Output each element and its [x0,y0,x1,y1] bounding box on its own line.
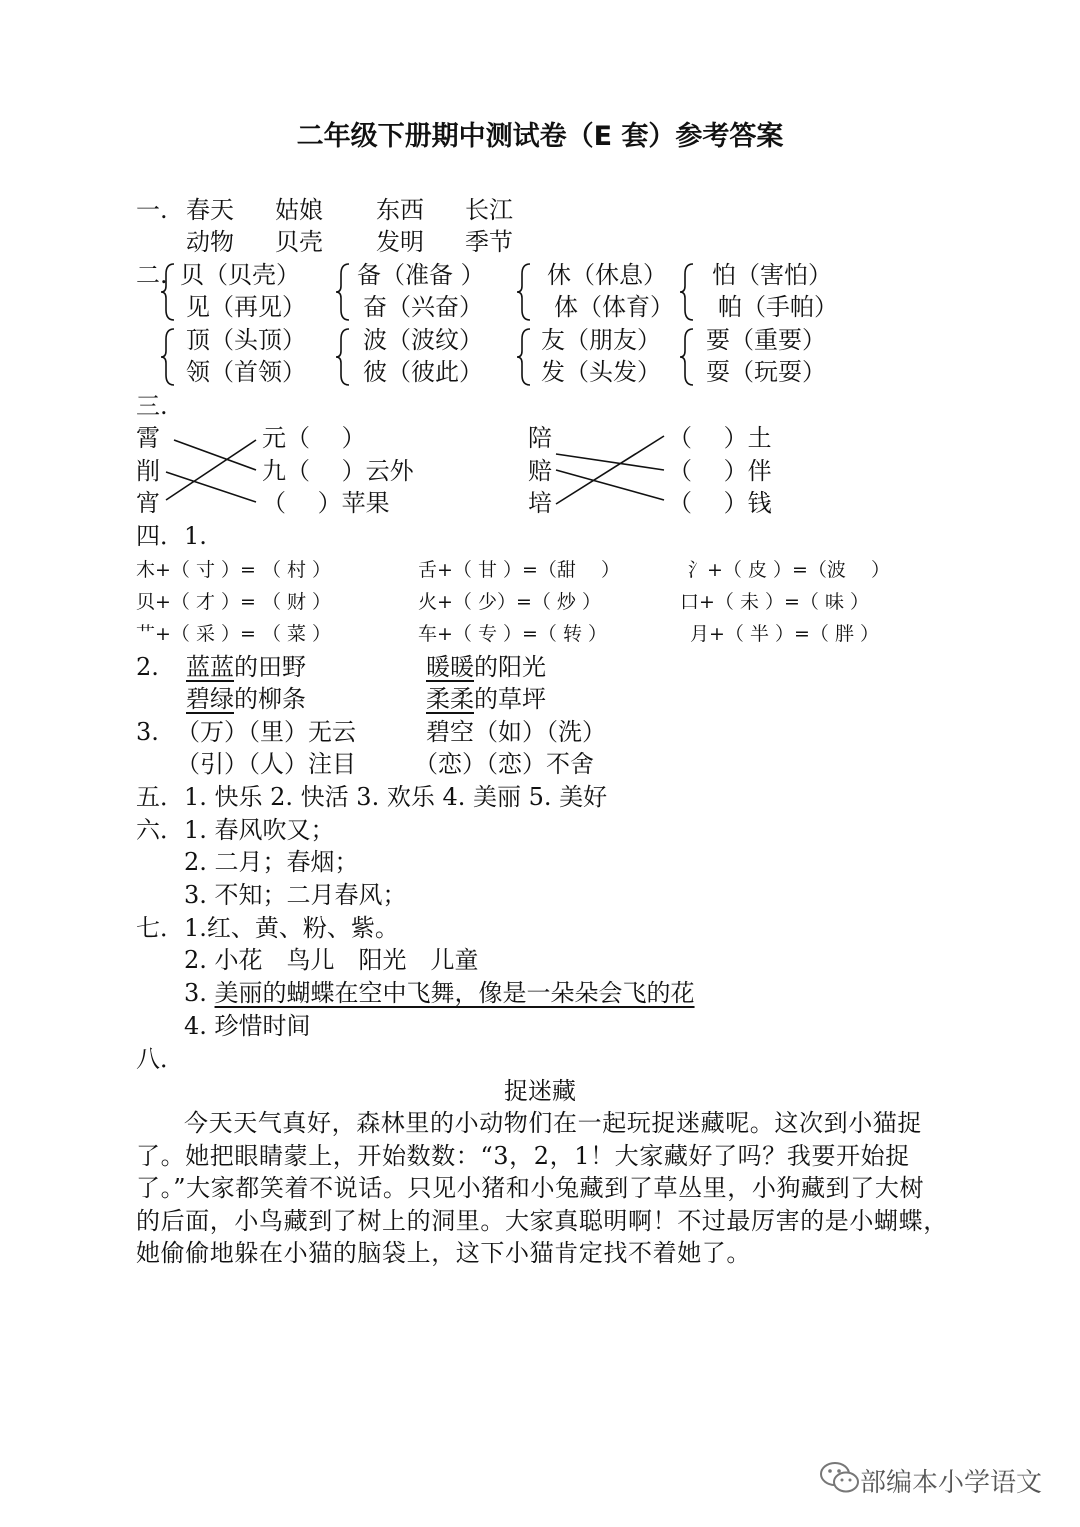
q2-item: 顶（头顶） [186,326,306,354]
brace-icon [516,327,532,387]
q4-idiom: 碧空（如）（洗） [426,718,606,746]
q2-item: 休（休息） [547,261,667,289]
q1-word: 发明 [376,228,424,256]
brace-icon [679,327,695,387]
q3-left-option: （ ）苹果 [262,489,390,517]
essay-title: 捉迷藏 [504,1077,576,1105]
q4-formula: 火+（ 少）=（ 炒 ） [418,591,601,613]
q1-label: 一. [136,196,168,224]
q2-item: 要（重要） [706,326,826,354]
q2-item: 友（朋友） [541,326,661,354]
q4-formula: 氵+（ 皮 ）=（波 ） [688,559,890,581]
q3-right-option: （ ）钱 [668,489,772,517]
q2-item: 帕（手帕） [718,293,838,321]
q2-item: 怕（害怕） [712,261,832,289]
q6-line: 3. 不知；二月春风； [184,881,407,909]
q4-formula: 月+（ 半 ）=（ 胖 ） [690,623,879,645]
q7-line: 3. 美丽的蝴蝶在空中飞舞，像是一朵朵会飞的花 [184,979,695,1007]
q4-idiom: （引）（人）注目 [176,750,356,778]
q6-line: 1. 春风吹又； [184,816,335,844]
matching-lines-left [160,430,260,510]
q5-label: 五． [136,783,184,811]
q3-left-char: 宵 [136,489,160,517]
q4-formula: 木+（ 寸 ）= （ 村 ） [136,559,332,581]
matching-lines-right [552,430,668,510]
q2-item: 领（首领） [186,358,306,386]
q7-line: 2. 小花 鸟儿 阳光 儿童 [184,946,479,974]
q2-item: 见（再见） [186,293,306,321]
q3-right-option: （ ）土 [668,424,772,452]
q2-item: 耍（玩耍） [706,358,826,386]
brace-icon [160,262,176,322]
q2-item: 奋（兴奋） [363,293,483,321]
q4-phrase: 暖暖的阳光 [426,653,546,681]
q1-word: 姑娘 [275,196,323,224]
brace-icon [160,327,176,387]
q3-right-char: 赔 [528,457,552,485]
brace-icon [516,262,532,322]
q8-label: 八． [136,1045,184,1073]
q4-phrase: 碧绿的柳条 [186,685,306,713]
q4-part2-label: 2. [136,653,159,681]
q1-word: 季节 [465,228,513,256]
q4-phrase: 蓝蓝的田野 [186,653,306,681]
q4-phrase: 柔柔的草坪 [426,685,546,713]
q2-item: 彼（彼此） [363,358,483,386]
q3-left-char: 削 [136,457,160,485]
q3-left-option: 元（ ） [262,424,366,452]
q3-left-option: 九（ ）云外 [262,457,414,485]
q4-formula: 贝+（ 才 ）= （ 财 ） [136,591,332,613]
q1-word: 东西 [376,196,424,224]
q4-formula: 口+（ 未 ）=（ 味 ） [680,591,869,613]
brace-icon [335,327,351,387]
q3-right-char: 陪 [528,424,552,452]
wechat-icon [818,1460,862,1496]
q5-answer: 1. 快乐 2. 快活 3. 欢乐 4. 美丽 5. 美好 [184,783,608,811]
q3-right-option: （ ）伴 [668,457,772,485]
q4-formula: 舌+（ 甘 ）=（甜 ） [418,559,620,581]
q1-word: 长江 [465,196,513,224]
q1-word: 动物 [186,228,234,256]
brace-icon [335,262,351,322]
q3-right-char: 培 [528,489,552,517]
watermark-text: 部编本小学语文 [860,1468,1043,1498]
q3-label: 三. [136,392,168,420]
q6-label: 六． [136,816,184,844]
q4-formula: 车+（ 专 ）=（ 转 ） [418,623,607,645]
q4-formula: 艹+（ 采 ）= （ 菜 ） [136,623,332,645]
q2-item: 贝（贝壳） [180,261,300,289]
q4-label: 四．1. [136,522,207,550]
q7-label: 七． [136,914,184,942]
q3-left-char: 霄 [136,424,160,452]
q2-item: 波（波纹） [363,326,483,354]
page-title: 二年级下册期中测试卷（E 套）参考答案 [296,121,784,152]
q2-item: 备（准备 ） [357,261,485,289]
q4-part3-label: 3. [136,718,159,746]
brace-icon [679,262,695,322]
q2-label: 二. [136,261,168,289]
essay-body: 今天天气真好，森林里的小动物们在一起玩捉迷藏呢。这次到小猫捉了。她把眼睛蒙上，开始数数：“3，2，1！大家藏好了吗？我要开始捉了。”大家都笑着不说话。只见小猪和小兔藏到了草丛里，小狗藏到了大树的后面，小鸟藏到了树上的洞里。大家真聪明啊！不过最厉害的是小蝴蝶，她偷偷地躲在小猫的脑袋上，这下小猫肯定找不着她了。 [136,1109,948,1267]
q6-line: 2. 二月；春烟； [184,848,359,876]
q1-word: 贝壳 [275,228,323,256]
q1-word: 春天 [186,196,234,224]
q7-line: 4. 珍惜时间 [184,1012,311,1040]
q2-item: 体（体育） [554,293,674,321]
q2-item: 发（头发） [541,358,661,386]
q4-idiom: （恋）（恋）不舍 [414,750,594,778]
q4-idiom: （万）（里）无云 [176,718,356,746]
q7-line: 1.红、黄、粉、紫。 [184,914,399,942]
